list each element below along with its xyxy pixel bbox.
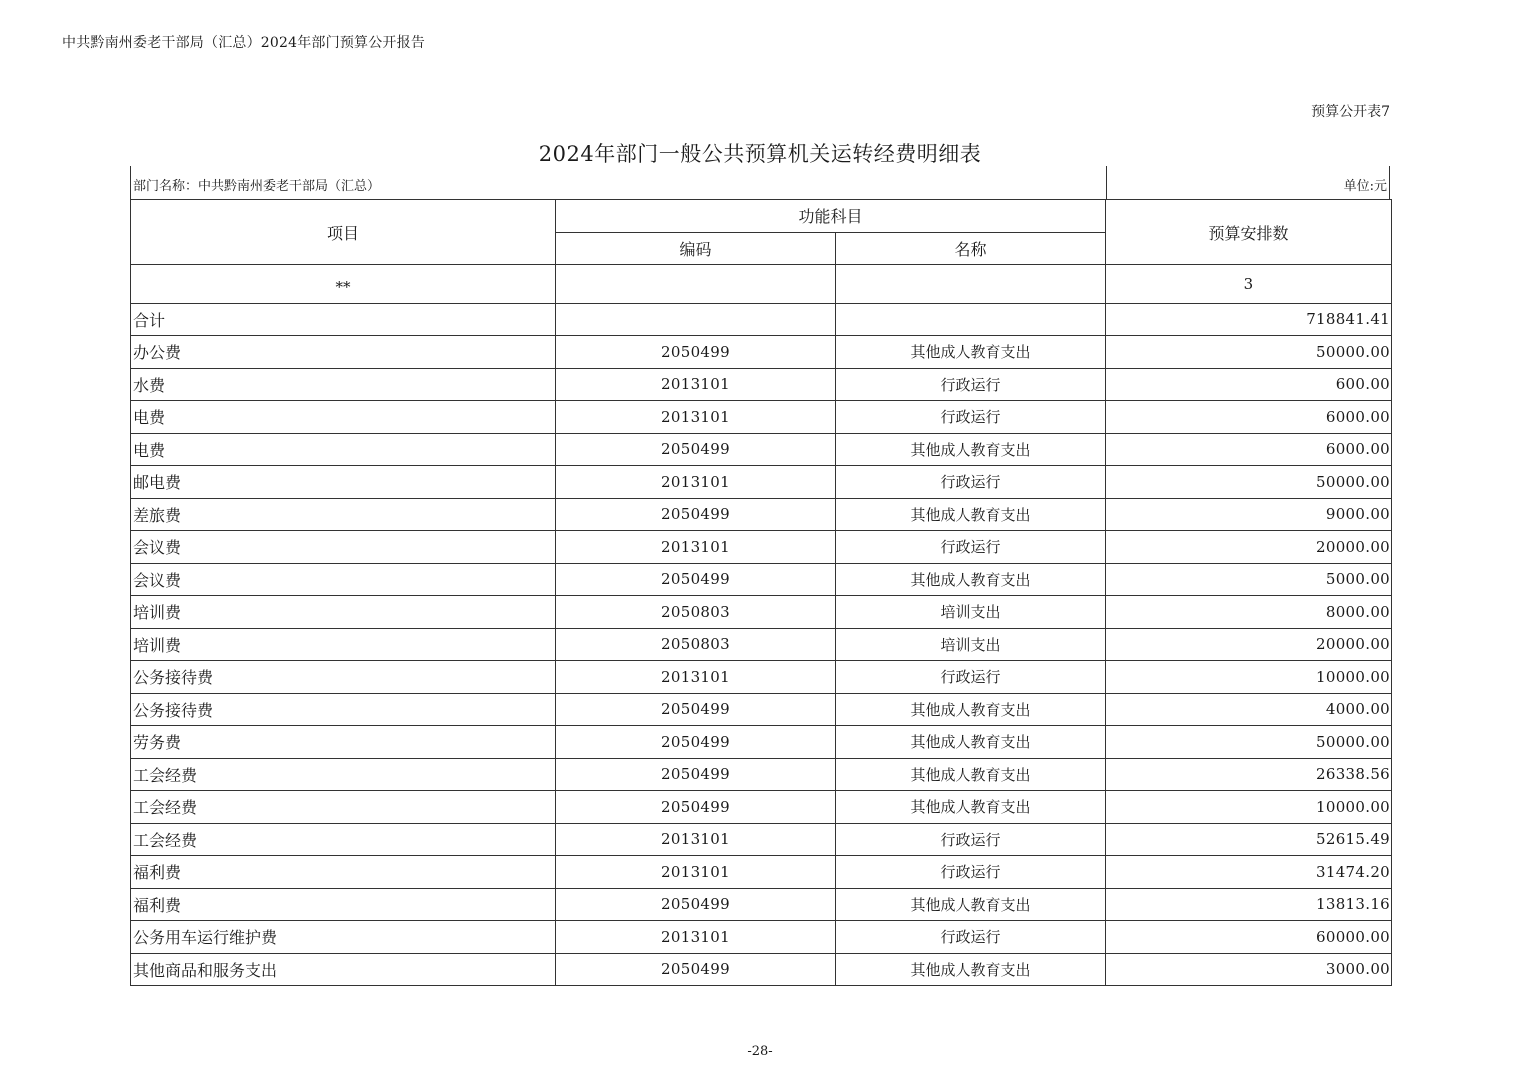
header-amount: 预算安排数 bbox=[1106, 200, 1392, 265]
cell-item: 电费 bbox=[131, 433, 556, 466]
cell-amount: 50000.00 bbox=[1106, 336, 1392, 369]
cell-amount: 10000.00 bbox=[1106, 661, 1392, 694]
cell-amount: 26338.56 bbox=[1106, 758, 1392, 791]
cell-amount: 6000.00 bbox=[1106, 433, 1392, 466]
unit-label: 单位:元 bbox=[1343, 179, 1387, 194]
cell-item: 会议费 bbox=[131, 563, 556, 596]
cell-name: 其他成人教育支出 bbox=[836, 758, 1106, 791]
cell-name: 行政运行 bbox=[836, 921, 1106, 954]
cell-code: 2013101 bbox=[556, 466, 836, 499]
cell-item: 差旅费 bbox=[131, 498, 556, 531]
cell-code: 2013101 bbox=[556, 823, 836, 856]
cell-code: 2013101 bbox=[556, 401, 836, 434]
cell-code: 2013101 bbox=[556, 531, 836, 564]
table-row bbox=[131, 758, 1392, 791]
table-row bbox=[131, 401, 1392, 434]
cell-code: 2050499 bbox=[556, 563, 836, 596]
cell-code: 2050499 bbox=[556, 758, 836, 791]
cell-name: 行政运行 bbox=[836, 466, 1106, 499]
cell-item: 工会经费 bbox=[131, 823, 556, 856]
cell-amount: 3000.00 bbox=[1106, 953, 1392, 986]
cell-code: 2013101 bbox=[556, 661, 836, 694]
cell-code: 2050803 bbox=[556, 628, 836, 661]
table-row bbox=[131, 726, 1392, 759]
header-code: 编码 bbox=[556, 232, 836, 265]
cell-item: 福利费 bbox=[131, 888, 556, 921]
header-item: 项目 bbox=[131, 200, 556, 265]
cell-name: 行政运行 bbox=[836, 856, 1106, 889]
table-number: 预算公开表7 bbox=[1311, 104, 1390, 120]
cell-name: 其他成人教育支出 bbox=[836, 953, 1106, 986]
table-row bbox=[131, 791, 1392, 824]
index-code bbox=[556, 265, 836, 304]
cell-amount: 52615.49 bbox=[1106, 823, 1392, 856]
cell-item: 电费 bbox=[131, 401, 556, 434]
cell-item: 公务接待费 bbox=[131, 661, 556, 694]
cell-amount: 718841.41 bbox=[1106, 303, 1392, 336]
table-row bbox=[131, 498, 1392, 531]
cell-item: 水费 bbox=[131, 368, 556, 401]
cell-name: 行政运行 bbox=[836, 368, 1106, 401]
cell-item: 会议费 bbox=[131, 531, 556, 564]
cell-item: 工会经费 bbox=[131, 791, 556, 824]
cell-code: 2050499 bbox=[556, 953, 836, 986]
table-row bbox=[131, 888, 1392, 921]
cell-amount: 13813.16 bbox=[1106, 888, 1392, 921]
cell-amount: 6000.00 bbox=[1106, 401, 1392, 434]
cell-code: 2050499 bbox=[556, 791, 836, 824]
cell-code: 2050499 bbox=[556, 336, 836, 369]
table-row bbox=[131, 693, 1392, 726]
table-row bbox=[131, 661, 1392, 694]
cell-item: 工会经费 bbox=[131, 758, 556, 791]
table-row bbox=[131, 531, 1392, 564]
budget-table-body bbox=[131, 200, 1392, 986]
table-row bbox=[131, 953, 1392, 986]
table-row bbox=[131, 856, 1392, 889]
cell-name: 行政运行 bbox=[836, 531, 1106, 564]
cell-code: 2050803 bbox=[556, 596, 836, 629]
cell-name: 行政运行 bbox=[836, 401, 1106, 434]
cell-amount: 5000.00 bbox=[1106, 563, 1392, 596]
department-label: 部门名称：中共黔南州委老干部局（汇总） bbox=[133, 179, 381, 194]
cell-name: 其他成人教育支出 bbox=[836, 726, 1106, 759]
table-meta-row bbox=[130, 166, 1390, 199]
cell-amount: 60000.00 bbox=[1106, 921, 1392, 954]
cell-item: 邮电费 bbox=[131, 466, 556, 499]
cell-code: 2050499 bbox=[556, 726, 836, 759]
cell-item: 培训费 bbox=[131, 628, 556, 661]
header-function-subject: 功能科目 bbox=[556, 200, 1106, 233]
table-row bbox=[131, 466, 1392, 499]
cell-item: 公务用车运行维护费 bbox=[131, 921, 556, 954]
cell-item: 福利费 bbox=[131, 856, 556, 889]
table-title: 2024年部门一般公共预算机关运转经费明细表 bbox=[538, 142, 982, 166]
cell-code: 2013101 bbox=[556, 368, 836, 401]
cell-item: 办公费 bbox=[131, 336, 556, 369]
cell-amount: 4000.00 bbox=[1106, 693, 1392, 726]
cell-item: 培训费 bbox=[131, 596, 556, 629]
header-name: 名称 bbox=[836, 232, 1106, 265]
cell-name: 培训支出 bbox=[836, 628, 1106, 661]
cell-name: 行政运行 bbox=[836, 823, 1106, 856]
cell-name: 其他成人教育支出 bbox=[836, 791, 1106, 824]
table-row bbox=[131, 823, 1392, 856]
cell-code: 2013101 bbox=[556, 856, 836, 889]
cell-name: 其他成人教育支出 bbox=[836, 888, 1106, 921]
cell-code: 2013101 bbox=[556, 921, 836, 954]
cell-name: 培训支出 bbox=[836, 596, 1106, 629]
table-row bbox=[131, 336, 1392, 369]
cell-name: 其他成人教育支出 bbox=[836, 498, 1106, 531]
cell-amount: 10000.00 bbox=[1106, 791, 1392, 824]
cell-amount: 20000.00 bbox=[1106, 628, 1392, 661]
cell-code: 2050499 bbox=[556, 433, 836, 466]
cell-item: 合计 bbox=[131, 303, 556, 336]
cell-item: 劳务费 bbox=[131, 726, 556, 759]
report-header: 中共黔南州委老干部局（汇总）2024年部门预算公开报告 bbox=[62, 35, 426, 51]
cell-amount: 600.00 bbox=[1106, 368, 1392, 401]
cell-code: 2050499 bbox=[556, 888, 836, 921]
cell-name: 其他成人教育支出 bbox=[836, 336, 1106, 369]
index-name bbox=[836, 265, 1106, 304]
index-item: ** bbox=[131, 265, 556, 304]
cell-name: 行政运行 bbox=[836, 661, 1106, 694]
cell-amount: 50000.00 bbox=[1106, 466, 1392, 499]
cell-item: 其他商品和服务支出 bbox=[131, 953, 556, 986]
cell-amount: 50000.00 bbox=[1106, 726, 1392, 759]
cell-amount: 9000.00 bbox=[1106, 498, 1392, 531]
header-row-top bbox=[131, 200, 1392, 233]
cell-amount: 20000.00 bbox=[1106, 531, 1392, 564]
table-row bbox=[131, 368, 1392, 401]
table-row bbox=[131, 921, 1392, 954]
cell-code: 2050499 bbox=[556, 498, 836, 531]
index-row bbox=[131, 265, 1392, 304]
cell-name: 其他成人教育支出 bbox=[836, 693, 1106, 726]
cell-name bbox=[836, 303, 1106, 336]
table-row bbox=[131, 596, 1392, 629]
budget-table bbox=[130, 199, 1392, 986]
page-number: -28- bbox=[747, 1044, 773, 1059]
cell-name: 其他成人教育支出 bbox=[836, 563, 1106, 596]
index-amount: 3 bbox=[1106, 265, 1392, 304]
cell-name: 其他成人教育支出 bbox=[836, 433, 1106, 466]
cell-amount: 8000.00 bbox=[1106, 596, 1392, 629]
table-row bbox=[131, 563, 1392, 596]
meta-divider bbox=[1106, 166, 1107, 199]
cell-code: 2050499 bbox=[556, 693, 836, 726]
table-row bbox=[131, 433, 1392, 466]
table-row bbox=[131, 628, 1392, 661]
cell-code bbox=[556, 303, 836, 336]
cell-amount: 31474.20 bbox=[1106, 856, 1392, 889]
cell-item: 公务接待费 bbox=[131, 693, 556, 726]
table-row bbox=[131, 303, 1392, 336]
